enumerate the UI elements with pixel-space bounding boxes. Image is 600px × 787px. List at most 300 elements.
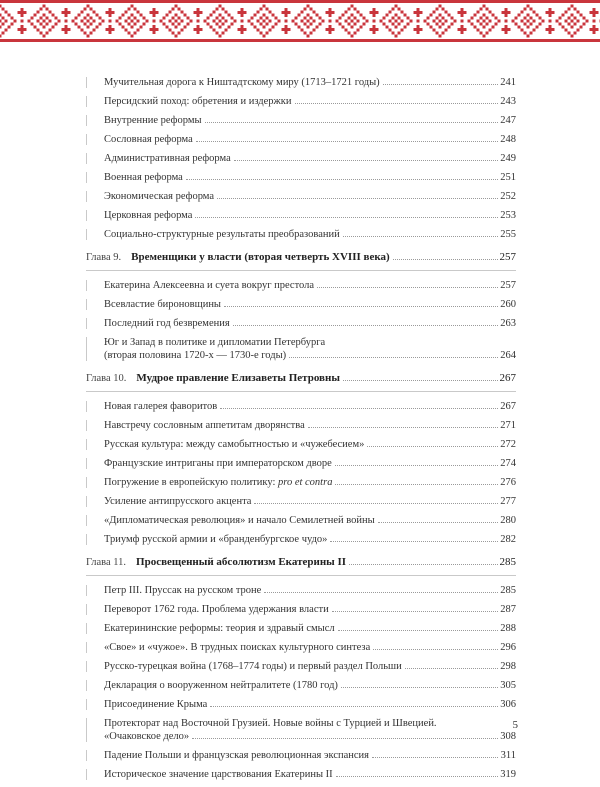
ornament-stitch [539, 23, 542, 26]
toc-entry [86, 514, 516, 527]
embroidery-ornament [0, 0, 600, 60]
ornament-stitch [357, 29, 360, 32]
toc-page-number: 247 [500, 114, 516, 127]
ornament-stitch [310, 23, 313, 26]
ornament-stitch [521, 29, 524, 32]
toc-entry [86, 171, 516, 184]
ornament-stitch [128, 23, 131, 26]
toc-entry-row [104, 514, 516, 527]
toc-entry [86, 336, 516, 362]
ornament-stitch [398, 23, 401, 26]
ornament-stitch [549, 20, 552, 23]
dot-leader [335, 484, 498, 485]
ornament-stitch [427, 17, 430, 20]
ornament-stitch [398, 17, 401, 20]
toc-entry-title: Мучительная дорога к Ништадтскому миру (1713–1721 годы) [104, 76, 380, 89]
toc-entry-row [104, 641, 516, 654]
ornament-stitch [37, 20, 40, 23]
ornament-stitch [11, 23, 14, 26]
ornament-stitch [304, 23, 307, 26]
ornament-stitch [2, 17, 5, 20]
toc-entry [86, 698, 516, 711]
ornament-stitch [483, 20, 486, 23]
ornament-stitch [430, 14, 433, 17]
ornament-stitch [125, 11, 128, 14]
ornament-stitch [495, 17, 498, 20]
ornament-stitch [483, 26, 486, 29]
ornament-stitch [106, 11, 115, 14]
ornament-stitch [445, 20, 448, 23]
ornament-stitch [524, 32, 527, 35]
ornament-stitch [586, 20, 589, 23]
ornament-stitch [568, 23, 571, 26]
toc-entry-title: Церковная реформа [104, 209, 192, 222]
ornament-stitch [87, 35, 90, 38]
ornament-stitch [87, 5, 90, 8]
ornament-stitch [527, 5, 530, 8]
ornament-stitch [336, 20, 339, 23]
ornament-stitch [181, 29, 184, 32]
ornament-stitch [93, 29, 96, 32]
ornament-stitch [122, 26, 125, 29]
ornament-stitch [414, 28, 423, 31]
ornament-stitch [580, 26, 583, 29]
ornament-stitch [216, 23, 219, 26]
toc-page-number: 251 [500, 171, 516, 184]
ornament-stitch [295, 23, 298, 26]
ornament-stitch [436, 17, 439, 20]
ornament-stitch [301, 11, 304, 14]
ornament-stitch [345, 29, 348, 32]
dot-leader [335, 465, 498, 466]
ornament-stitch [386, 26, 389, 29]
ornament-stitch [269, 29, 272, 32]
toc-entry [86, 660, 516, 673]
ornament-stitch [43, 26, 46, 29]
ornament-stitch [278, 20, 281, 23]
ornament-stitch [194, 28, 203, 31]
ornament-stitch [238, 11, 247, 14]
ornament-stitch [175, 14, 178, 17]
chapter-page-number: 267 [500, 371, 517, 385]
dot-leader [373, 649, 498, 650]
ornament-stitch [351, 14, 354, 17]
ornament-stitch [304, 17, 307, 20]
ornament-stitch [307, 26, 310, 29]
ornament-stitch [395, 14, 398, 17]
ornament-stitch [46, 23, 49, 26]
ornament-stitch [140, 14, 143, 17]
toc-page-number: 249 [500, 152, 516, 165]
toc-entry [86, 717, 516, 743]
ornament-stitch [34, 26, 37, 29]
ornament-stitch [559, 23, 562, 26]
toc-entry-row [104, 438, 516, 451]
toc-entry-row [104, 400, 516, 413]
toc-entry-row [104, 349, 516, 362]
toc-page-number: 308 [500, 730, 516, 743]
ornament-stitch [571, 20, 574, 23]
ornament-stitch [49, 11, 52, 14]
ornament-stitch [8, 26, 11, 29]
ornament-stitch [181, 11, 184, 14]
toc-entry-row [104, 279, 516, 292]
ornament-stitch [351, 26, 354, 29]
ornament-stitch [370, 11, 379, 14]
ornament-stitch [11, 17, 14, 20]
ornament-stitch [21, 20, 24, 23]
ornament-stitch [580, 14, 583, 17]
ornament-stitch [90, 23, 93, 26]
ornament-stitch [0, 35, 2, 38]
ornament-stitch [357, 11, 360, 14]
toc-entry-title: Всевластие бироновщины [104, 298, 221, 311]
ornament-stitch [319, 17, 322, 20]
ornament-stitch [410, 20, 413, 23]
ornament-stitch [339, 23, 342, 26]
ornament-stitch [228, 26, 231, 29]
toc-entry [86, 190, 516, 203]
ornament-stitch [562, 26, 565, 29]
ornament-stitch [414, 11, 423, 14]
ornament-stitch [366, 20, 369, 23]
page-number: 5 [513, 719, 519, 731]
ornament-stitch [166, 26, 169, 29]
ornament-stitch [518, 26, 521, 29]
ornament-stitch [222, 8, 225, 11]
toc-entry [86, 76, 516, 89]
dot-leader [378, 522, 498, 523]
ornament-stitch [207, 17, 210, 20]
ornament-stitch [5, 11, 8, 14]
toc-page-number: 296 [500, 641, 516, 654]
table-of-contents [86, 76, 516, 787]
ornament-stitch [263, 35, 266, 38]
ornament-stitch [81, 20, 84, 23]
ornament-stitch [448, 26, 451, 29]
toc-page-number: 243 [500, 95, 516, 108]
ornament-stitch [178, 32, 181, 35]
ornament-stitch [351, 20, 354, 23]
ornament-stitch [307, 35, 310, 38]
ornament-stitch [37, 29, 40, 32]
ornament-stitch [380, 20, 383, 23]
ornament-stitch [345, 11, 348, 14]
toc-entry-row [104, 533, 516, 546]
toc-page-number: 255 [500, 228, 516, 241]
ornament-stitch [72, 20, 75, 23]
ornament-stitch [424, 20, 427, 23]
ornament-stitch [326, 11, 335, 14]
ornament-stitch [137, 29, 140, 32]
toc-page-number: 298 [500, 660, 516, 673]
ornament-stitch [577, 11, 580, 14]
ornament-stitch [342, 26, 345, 29]
ornament-stitch [2, 32, 5, 35]
ornament-stitch [219, 35, 222, 38]
dot-leader [372, 757, 498, 758]
ornament-stitch [401, 29, 404, 32]
ornament-stitch [392, 32, 395, 35]
ornament-stitch [187, 23, 190, 26]
ornament-stitch [307, 14, 310, 17]
dot-leader [186, 179, 498, 180]
toc-entry-row [104, 495, 516, 508]
dot-leader [383, 84, 498, 85]
dot-leader [343, 236, 498, 237]
ornament-stitch [87, 26, 90, 29]
ornament-stitch [439, 35, 442, 38]
toc-entry-title: Навстречу сословным аппетитам дворянства [104, 419, 305, 432]
ornament-stitch [225, 11, 228, 14]
ornament-stitch [40, 32, 43, 35]
ornament-stitch [197, 20, 200, 23]
toc-page-number: 272 [500, 438, 516, 451]
toc-entry-title: Французские интриганы при императорском дворе [104, 457, 332, 470]
ornament-stitch [433, 11, 436, 14]
ornament-stitch [90, 8, 93, 11]
toc-entry-row [104, 114, 516, 127]
ornament-stitch [134, 32, 137, 35]
ornament-stitch [125, 20, 128, 23]
toc-page-number: 287 [500, 603, 516, 616]
ornament-stitch [266, 17, 269, 20]
ornament-stitch [260, 8, 263, 11]
ornament-stitch [282, 28, 291, 31]
ornament-stitch [260, 17, 263, 20]
ornament-stitch [502, 28, 511, 31]
ornament-stitch [0, 0, 600, 3]
toc-entry [86, 152, 516, 165]
toc-page-number: 311 [500, 749, 516, 762]
ornament-stitch [492, 14, 495, 17]
ornament-stitch [458, 28, 467, 31]
ornament-stitch [370, 28, 379, 31]
ornament-stitch [439, 26, 442, 29]
ornament-stitch [568, 8, 571, 11]
chapter-page-number: 257 [500, 250, 517, 264]
toc-page-number: 274 [500, 457, 516, 470]
ornament-stitch [360, 14, 363, 17]
toc-entry-row [104, 749, 516, 762]
ornament-stitch [128, 32, 131, 35]
toc-entry-title: Сословная реформа [104, 133, 193, 146]
toc-entry-title: «Свое» и «чужое». В трудных поисках культурного синтеза [104, 641, 370, 654]
ornament-stitch [143, 23, 146, 26]
ornament-stitch [530, 17, 533, 20]
ornament-stitch [351, 5, 354, 8]
toc-entry-title: Падение Польши и французская революционная экспансия [104, 749, 369, 762]
ornament-stitch [254, 14, 257, 17]
ornament-stitch [445, 29, 448, 32]
ornament-stitch [257, 29, 260, 32]
ornament-stitch [40, 23, 43, 26]
ornament-stitch [263, 26, 266, 29]
ornament-stitch [116, 20, 119, 23]
ornament-stitch [99, 17, 102, 20]
toc-entry-row [104, 419, 516, 432]
ornament-stitch [316, 14, 319, 17]
ornament-stitch [219, 14, 222, 17]
ornament-stitch [251, 17, 254, 20]
ornament-stitch [266, 32, 269, 35]
ornament-stitch [395, 35, 398, 38]
ornament-stitch [292, 20, 295, 23]
ornament-stitch [234, 20, 237, 23]
ornament-stitch [345, 20, 348, 23]
ornament-stitch [329, 20, 332, 23]
toc-entry-row [104, 584, 516, 597]
ornament-stitch [398, 32, 401, 35]
ornament-stitch [392, 8, 395, 11]
ornament-stitch [357, 20, 360, 23]
ornament-stitch [533, 11, 536, 14]
toc-entry-row [104, 457, 516, 470]
ornament-stitch [65, 20, 68, 23]
ornament-stitch [175, 35, 178, 38]
ornament-stitch [119, 23, 122, 26]
ornament-stitch [530, 8, 533, 11]
ornament-stitch [172, 17, 175, 20]
ornament-stitch [524, 8, 527, 11]
ornament-stitch [219, 5, 222, 8]
ornament-stitch [348, 23, 351, 26]
ornament-stitch [231, 23, 234, 26]
chapter-title: Временщики у власти (вторая четверть XVIII века) [131, 250, 390, 264]
ornament-stitch [389, 20, 392, 23]
dot-leader [405, 668, 498, 669]
ornament-stitch [442, 32, 445, 35]
toc-page-number: 282 [500, 533, 516, 546]
ornament-stitch [125, 29, 128, 32]
ornament-stitch [439, 5, 442, 8]
toc-entry-title-line1: Юг и Запад в политике и дипломатии Петербурга [104, 336, 516, 349]
ornament-stitch [131, 14, 134, 17]
ornament-stitch [216, 32, 219, 35]
ornament-stitch [257, 11, 260, 14]
ornament-stitch [480, 17, 483, 20]
ornament-stitch [427, 23, 430, 26]
dot-leader [336, 776, 498, 777]
toc-page-number: 306 [500, 698, 516, 711]
ornament-stitch [90, 17, 93, 20]
ornament-stitch [263, 20, 266, 23]
ornament-stitch [583, 17, 586, 20]
ornament-stitch [5, 29, 8, 32]
ornament-stitch [502, 11, 511, 14]
toc-entry-row [104, 209, 516, 222]
dot-leader [195, 217, 498, 218]
ornament-stitch [75, 17, 78, 20]
ornament-stitch [433, 20, 436, 23]
ornament-stitch [163, 23, 166, 26]
ornament-stitch [175, 26, 178, 29]
ornament-stitch [559, 17, 562, 20]
ornament-stitch [248, 20, 251, 23]
ornament-stitch [210, 26, 213, 29]
toc-page-number: 252 [500, 190, 516, 203]
ornament-stitch [316, 26, 319, 29]
ornament-stitch [137, 20, 140, 23]
ornament-stitch [354, 8, 357, 11]
toc-entry [86, 419, 516, 432]
ornament-stitch [204, 20, 207, 23]
toc-entry [86, 749, 516, 762]
ornament-stitch [542, 20, 545, 23]
ornament-stitch [546, 11, 555, 14]
ornament-stitch [298, 26, 301, 29]
toc-page-number: 257 [500, 279, 516, 292]
ornament-stitch [187, 17, 190, 20]
ornament-stitch [486, 8, 489, 11]
ornament-stitch [577, 29, 580, 32]
ornament-stitch [8, 14, 11, 17]
toc-entry-row [104, 768, 516, 781]
ornament-stitch [527, 20, 530, 23]
ornament-stitch [58, 20, 61, 23]
toc-entry-row [104, 679, 516, 692]
dot-leader [338, 630, 498, 631]
ornament-stitch [574, 23, 577, 26]
ornament-stitch [122, 14, 125, 17]
toc-entry-title: Персидский поход: обретения и издержки [104, 95, 292, 108]
toc-entry-title [104, 349, 286, 362]
ornament-stitch [492, 26, 495, 29]
ornament-stitch [18, 28, 27, 31]
ornament-stitch [583, 23, 586, 26]
ornament-stitch [169, 20, 172, 23]
toc-entry [86, 317, 516, 330]
ornament-stitch [216, 17, 219, 20]
toc-entry [86, 584, 516, 597]
ornament-stitch [301, 20, 304, 23]
ornament-stitch [190, 20, 193, 23]
toc-page-number: 285 [500, 584, 516, 597]
ornament-stitch [527, 26, 530, 29]
ornament-stitch [310, 17, 313, 20]
dot-leader [295, 103, 498, 104]
ornament-stitch [102, 20, 105, 23]
ornament-stitch [354, 32, 357, 35]
ornament-stitch [439, 20, 442, 23]
toc-entry-row [104, 317, 516, 330]
dot-leader [217, 198, 498, 199]
ornament-stitch [228, 14, 231, 17]
ornament-stitch [266, 8, 269, 11]
ornament-stitch [404, 14, 407, 17]
ornament-stitch [471, 23, 474, 26]
ornament-stitch [483, 35, 486, 38]
ornament-stitch [52, 26, 55, 29]
ornament-stitch [28, 20, 31, 23]
toc-page-number: 280 [500, 514, 516, 527]
ornament-stitch [322, 20, 325, 23]
ornament-stitch [546, 28, 555, 31]
ornament-stitch [46, 17, 49, 20]
toc-entry [86, 533, 516, 546]
ornament-stitch [565, 11, 568, 14]
ornament-stitch [128, 8, 131, 11]
ornament-stitch [565, 20, 568, 23]
ornament-stitch [398, 8, 401, 11]
ornament-stitch [521, 20, 524, 23]
toc-entry [86, 114, 516, 127]
ornament-stitch [282, 11, 291, 14]
ornament-margin [0, 42, 600, 60]
toc-entry-title: Историческое значение царствования Екатерины II [104, 768, 333, 781]
ornament-stitch [194, 11, 203, 14]
ornament-stitch [533, 29, 536, 32]
